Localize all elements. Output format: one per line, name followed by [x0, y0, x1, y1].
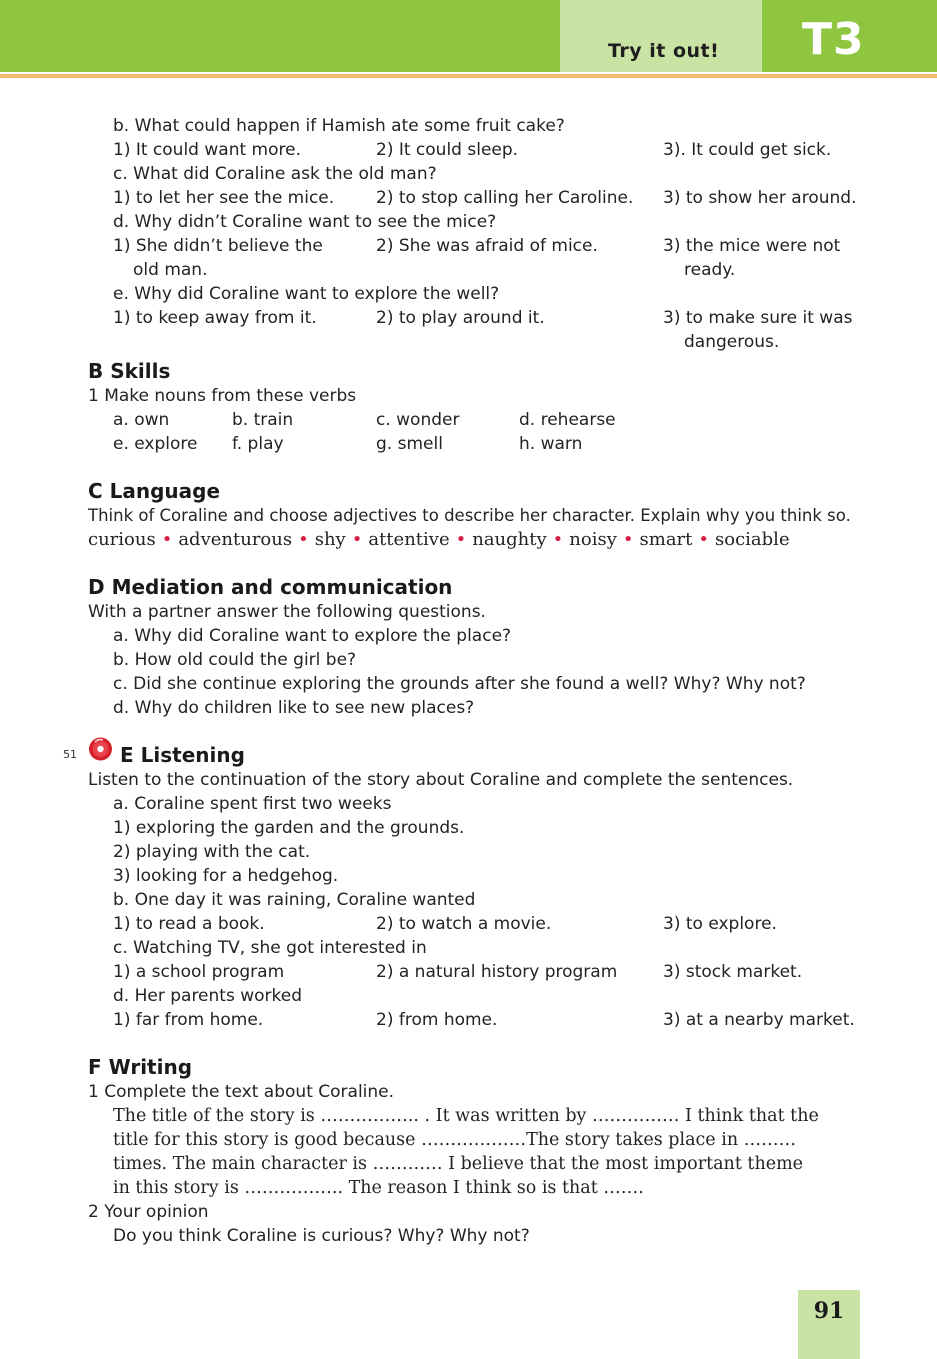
- mediation-question: b. How old could the girl be?: [113, 650, 357, 670]
- listening-c-stem: c. Watching TV, she got interested in: [113, 938, 427, 958]
- option-b-1: 1) It could want more.: [113, 140, 301, 160]
- listening-a-option: 1) exploring the garden and the grounds.: [113, 818, 465, 838]
- verb-item: a. own: [113, 410, 170, 430]
- listening-b-option: 2) to watch a movie.: [376, 914, 552, 934]
- header-bar: [0, 0, 937, 72]
- writing-text-line: in this story is …………….. The reason I think so is that …….: [113, 1178, 644, 1198]
- writing-task-2-question: Do you think Coraline is curious? Why? Why not?: [113, 1226, 530, 1246]
- listening-b-stem: b. One day it was raining, Coraline wanted: [113, 890, 476, 910]
- adjective: sociable: [715, 529, 790, 550]
- bullet-icon: •: [298, 529, 309, 550]
- heading-writing: F Writing: [88, 1055, 193, 1079]
- mediation-question: a. Why did Coraline want to explore the place?: [113, 626, 512, 646]
- listening-d-stem: d. Her parents worked: [113, 986, 303, 1006]
- adjective: smart: [639, 529, 693, 550]
- option-d-3: 3) the mice were not: [663, 236, 841, 256]
- question-b: b. What could happen if Hamish ate some fruit cake?: [113, 116, 565, 136]
- verb-item: b. train: [232, 410, 294, 430]
- verb-item: e. explore: [113, 434, 198, 454]
- mediation-question: c. Did she continue exploring the grounds after she found a well? Why? Why not?: [113, 674, 806, 694]
- listening-d-option: 1) far from home.: [113, 1010, 264, 1030]
- option-c-2: 2) to stop calling her Caroline.: [376, 188, 634, 208]
- option-d-3-cont: ready.: [684, 260, 736, 280]
- listening-a-option: 3) looking for a hedgehog.: [113, 866, 339, 886]
- adjective: attentive: [368, 529, 450, 550]
- option-c-3: 3) to show her around.: [663, 188, 857, 208]
- question-e: e. Why did Coraline want to explore the well?: [113, 284, 500, 304]
- adjective: naughty: [472, 529, 547, 550]
- heading-listening: E Listening: [120, 743, 245, 767]
- adjective: shy: [314, 529, 346, 550]
- header-rule: [0, 74, 937, 78]
- language-instruction: Think of Coraline and choose adjectives to describe her character. Explain why you think so.: [88, 506, 851, 525]
- heading-language: C Language: [88, 479, 221, 503]
- adjective: adventurous: [178, 529, 293, 550]
- listening-d-option: 2) from home.: [376, 1010, 498, 1030]
- heading-skills: B Skills: [88, 359, 171, 383]
- option-d-1-cont: old man.: [133, 260, 208, 280]
- option-d-2: 2) She was afraid of mice.: [376, 236, 598, 256]
- option-b-3: 3). It could get sick.: [663, 140, 832, 160]
- listening-b-option: 1) to read a book.: [113, 914, 265, 934]
- option-c-1: 1) to let her see the mice.: [113, 188, 335, 208]
- page-number: 91: [813, 1298, 845, 1324]
- verb-item: h. warn: [519, 434, 583, 454]
- writing-task-2: 2 Your opinion: [88, 1202, 209, 1222]
- bullet-icon: •: [161, 529, 173, 550]
- listening-a-option: 2) playing with the cat.: [113, 842, 311, 862]
- mediation-instruction: With a partner answer the following questions.: [88, 602, 486, 622]
- question-c: c. What did Coraline ask the old man?: [113, 164, 437, 184]
- listening-a-stem: a. Coraline spent first two weeks: [113, 794, 392, 814]
- option-e-3-cont: dangerous.: [684, 332, 780, 352]
- heading-mediation: D Mediation and communication: [88, 575, 453, 599]
- verb-item: d. rehearse: [519, 410, 616, 430]
- option-e-3: 3) to make sure it was: [663, 308, 853, 328]
- writing-text-line: title for this story is good because ………………The story takes place in ………: [113, 1130, 797, 1150]
- writing-text-line: times. The main character is ………… I believe that the most important theme: [113, 1154, 804, 1174]
- option-e-1: 1) to keep away from it.: [113, 308, 317, 328]
- mediation-question: d. Why do children like to see new places?: [113, 698, 475, 718]
- verb-item: g. smell: [376, 434, 443, 454]
- bullet-icon: •: [552, 529, 564, 550]
- bullet-icon: •: [455, 529, 467, 550]
- listening-c-option: 1) a school program: [113, 962, 285, 982]
- listening-d-option: 3) at a nearby market.: [663, 1010, 855, 1030]
- bullet-icon: •: [622, 529, 634, 550]
- verb-item: c. wonder: [376, 410, 460, 430]
- listening-b-option: 3) to explore.: [663, 914, 777, 934]
- option-d-1: 1) She didn’t believe the: [113, 236, 323, 256]
- unit-code: T3: [802, 14, 865, 65]
- option-e-2: 2) to play around it.: [376, 308, 545, 328]
- audio-cd-icon[interactable]: [88, 736, 113, 761]
- bullet-icon: •: [698, 529, 710, 550]
- adjective: noisy: [569, 529, 617, 550]
- listening-instruction: Listen to the continuation of the story about Coraline and complete the sentences.: [88, 770, 794, 790]
- listening-c-option: 2) a natural history program: [376, 962, 618, 982]
- adjective-list: [88, 528, 790, 552]
- bullet-icon: •: [351, 529, 363, 550]
- writing-text-line: The title of the story is …………….. . It was written by …………… I think that the: [113, 1106, 819, 1126]
- question-d: d. Why didn’t Coraline want to see the mice?: [113, 212, 497, 232]
- track-number: 51: [63, 748, 77, 761]
- adjective: curious: [88, 529, 156, 550]
- writing-task-1: 1 Complete the text about Coraline.: [88, 1082, 395, 1102]
- verb-item: f. play: [232, 434, 284, 454]
- skills-task: 1 Make nouns from these verbs: [88, 386, 357, 406]
- option-b-2: 2) It could sleep.: [376, 140, 519, 160]
- listening-c-option: 3) stock market.: [663, 962, 803, 982]
- section-label: Try it out!: [608, 40, 720, 62]
